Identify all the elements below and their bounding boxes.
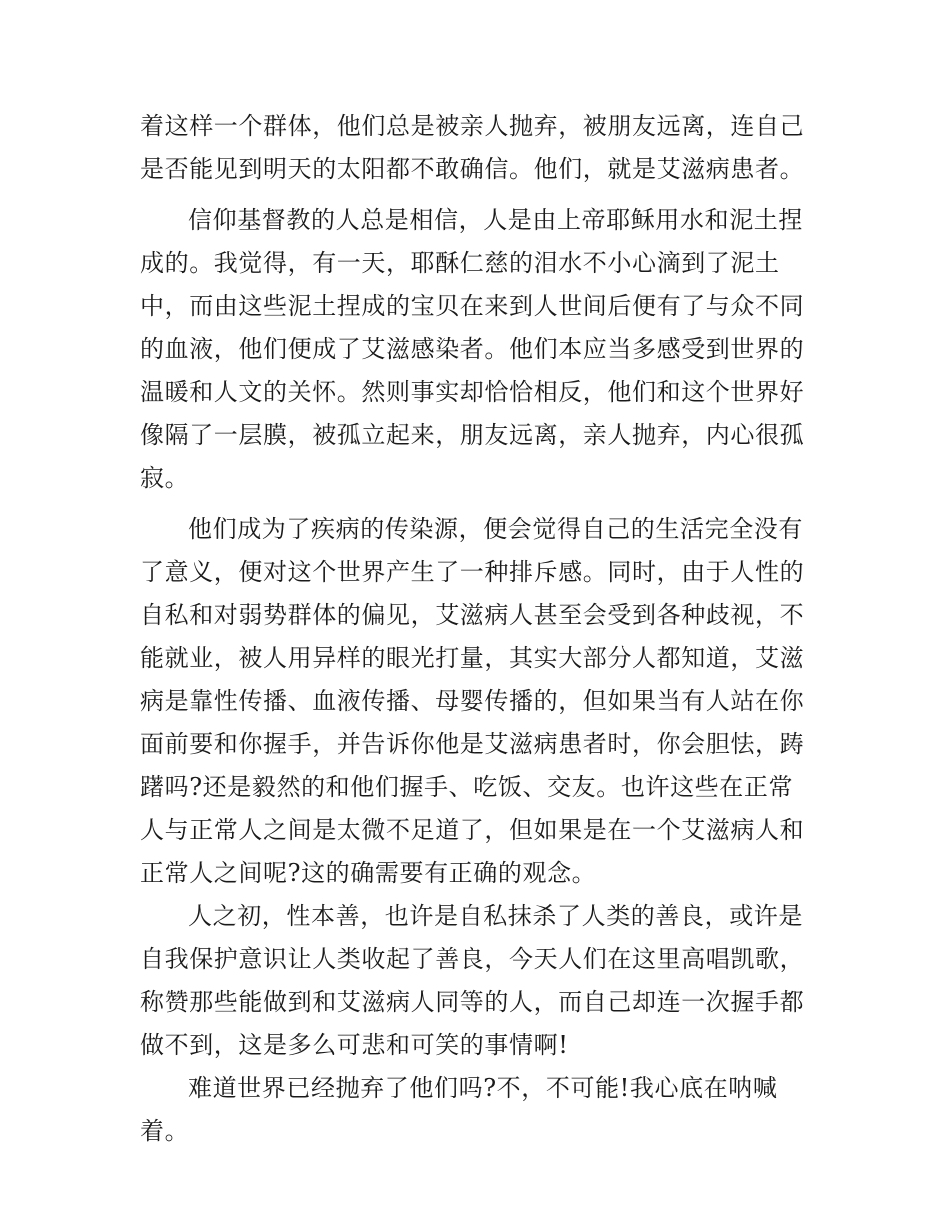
text-line: 躇吗?还是毅然的和他们握手、吃饭、交友。也许这些在正常 bbox=[140, 773, 794, 801]
paragraph-1 bbox=[140, 105, 812, 191]
text-line: 成的。我觉得，有一天，耶酥仁慈的泪水不小心滴到了泥土 bbox=[140, 249, 780, 277]
text-line: 的血液，他们便成了艾滋感染者。他们本应当多感受到世界的 bbox=[140, 335, 805, 363]
text-line: 自我保护意识让人类收起了善良，今天人们在这里高唱凯歌， bbox=[140, 945, 805, 973]
text-line: 信仰基督教的人总是相信，人是由上帝耶稣用水和泥土捏 bbox=[188, 206, 803, 234]
text-line: 中，而由这些泥土捏成的宝贝在来到人世间后便有了与众不同 bbox=[140, 292, 805, 320]
paragraph-2 bbox=[140, 199, 812, 500]
text-line: 面前要和你握手，并告诉你他是艾滋病患者时，你会胆怯，踌 bbox=[140, 730, 805, 758]
text-line: 做不到，这是多么可悲和可笑的事情啊! bbox=[140, 1031, 569, 1059]
paragraph-4 bbox=[140, 895, 812, 1067]
text-line: 温暖和人文的关怀。然则事实却恰恰相反，他们和这个世界好 bbox=[140, 378, 805, 406]
paragraph-5 bbox=[140, 1067, 812, 1153]
text-line: 难道世界已经抛弃了他们吗?不，不可能!我心底在呐喊 bbox=[188, 1074, 778, 1102]
text-line: 是否能见到明天的太阳都不敢确信。他们，就是艾滋病患者。 bbox=[140, 155, 805, 183]
text-line: 正常人之间呢?这的确需要有正确的观念。 bbox=[140, 859, 597, 887]
text-line: 着这样一个群体，他们总是被亲人抛弃，被朋友远离，连自己 bbox=[140, 112, 805, 140]
text-line: 像隔了一层膜，被孤立起来，朋友远离，亲人抛弃，内心很孤 bbox=[140, 421, 805, 449]
text-line: 能就业，被人用异样的眼光打量，其实大部分人都知道，艾滋 bbox=[140, 644, 805, 672]
text-line: 病是靠性传播、血液传播、母婴传播的，但如果当有人站在你 bbox=[140, 687, 805, 715]
text-line: 称赞那些能做到和艾滋病人同等的人，而自己却连一次握手都 bbox=[140, 988, 805, 1016]
text-line: 着。 bbox=[140, 1117, 190, 1145]
text-line: 了意义，便对这个世界产生了一种排斥感。同时，由于人性的 bbox=[140, 558, 805, 586]
text-line: 寂。 bbox=[140, 464, 190, 492]
text-line: 人与正常人之间是太微不足道了，但如果是在一个艾滋病人和 bbox=[140, 816, 805, 844]
text-line: 自私和对弱势群体的偏见，艾滋病人甚至会受到各种歧视，不 bbox=[140, 601, 805, 629]
text-line: 人之初，性本善，也许是自私抹杀了人类的善良，或许是 bbox=[188, 902, 803, 930]
document-body bbox=[140, 105, 812, 1153]
text-line: 他们成为了疾病的传染源，便会觉得自己的生活完全没有 bbox=[188, 515, 803, 543]
paragraph-3 bbox=[140, 508, 812, 895]
